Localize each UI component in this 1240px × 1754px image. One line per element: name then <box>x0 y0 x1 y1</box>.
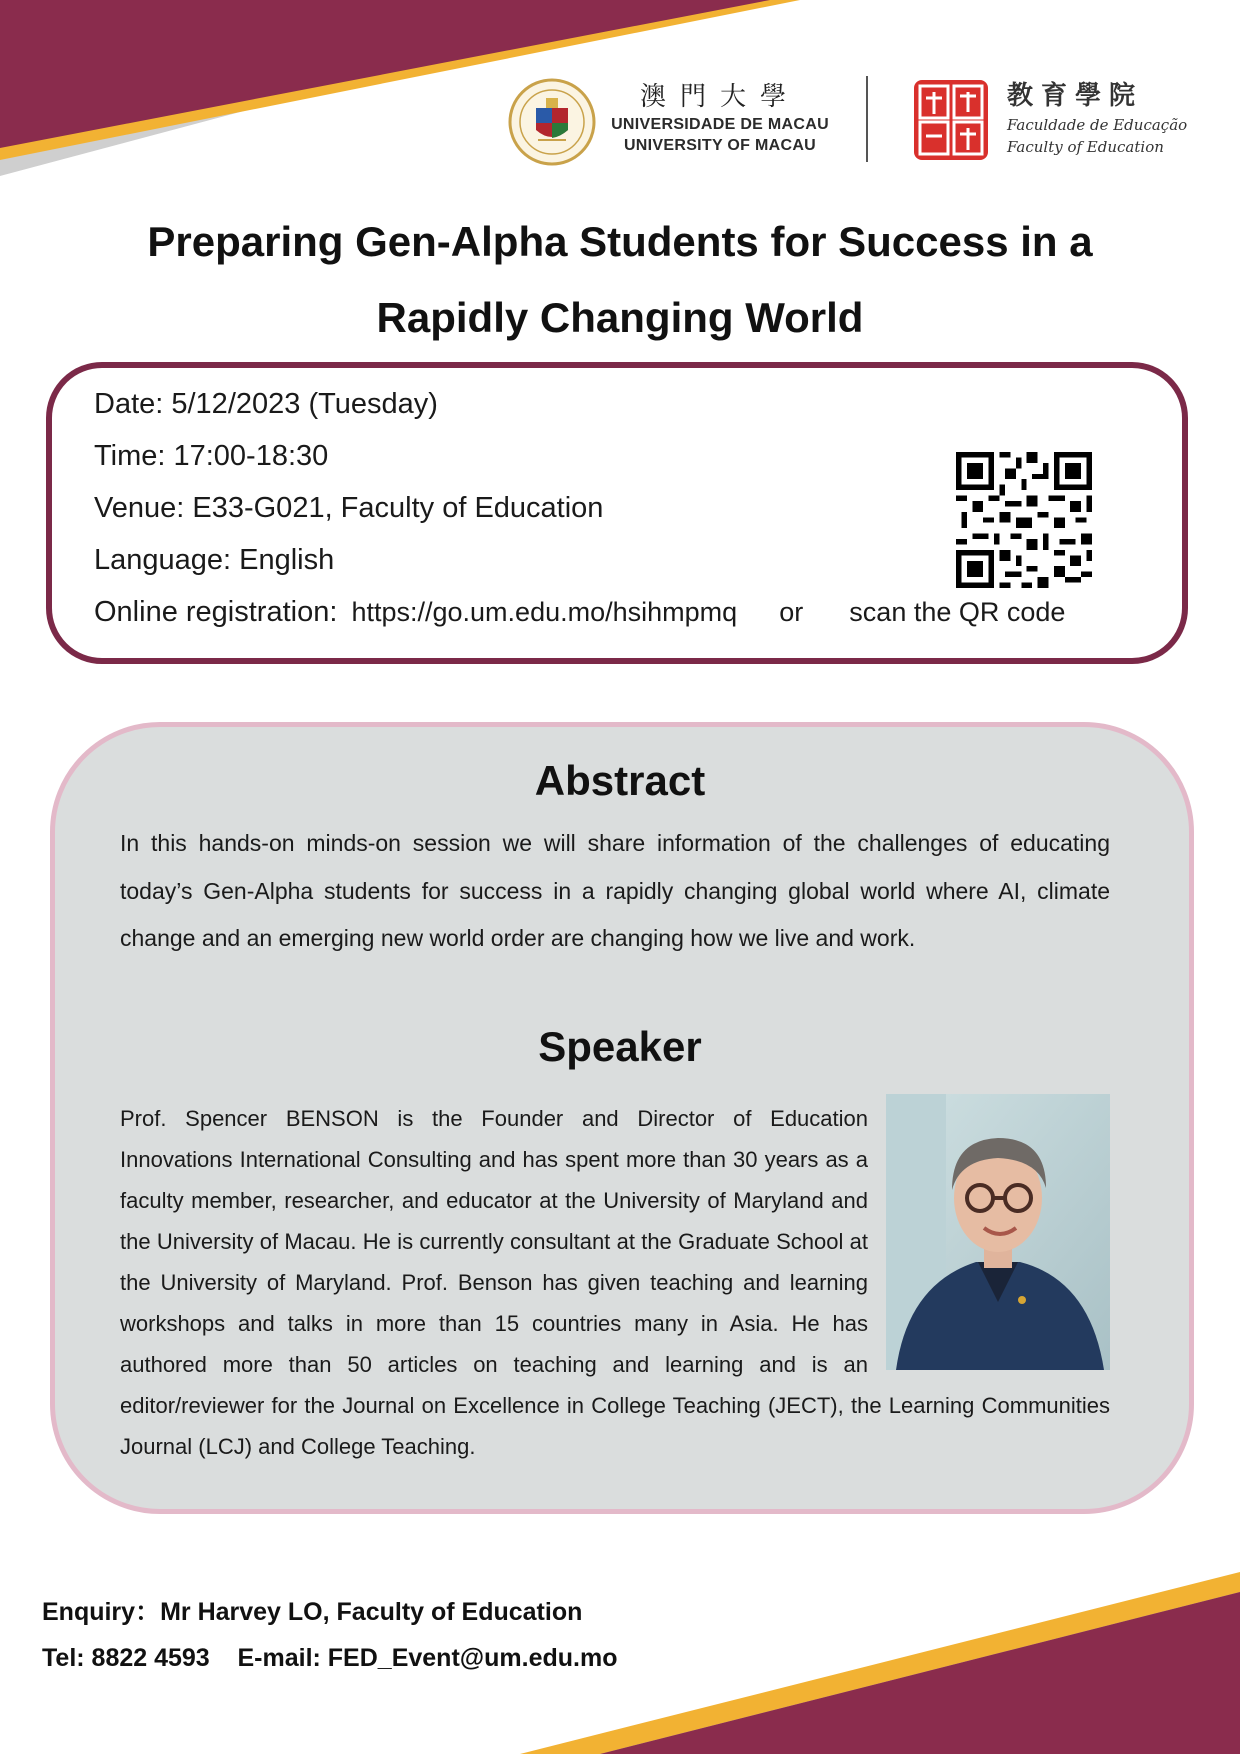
fed-name-zh: 教育學院 <box>1007 81 1144 111</box>
event-date: Date: 5/12/2023 (Tuesday) <box>94 388 438 420</box>
registration-link[interactable]: https://go.um.edu.mo/hsihmpmq <box>351 597 738 627</box>
speaker-heading: Speaker <box>538 1023 702 1070</box>
fed-name-pt: Faculdade de Educação <box>1007 116 1188 134</box>
faculty-of-education-seal-icon <box>912 78 990 162</box>
event-title-line-2: Rapidly Changing World <box>376 294 864 341</box>
speaker-bio: Prof. Spencer BENSON is the Founder and Director of Education Innovations International Consulting and has spent more than 30 years as a faculty member, researcher, and educator at the University of Maryland and the University of Macau. He is currently consultant at the Graduate School at the University of Maryland. Prof. Benson has given teaching and learning workshops and talks in more than 15 countries many in Asia. He has authored more than 50 articles on teaching and learning and is an editor/reviewer for the Journal on Excellence in College Teaching (JECT), the Learning Communities Journal (LCJ) and College Teaching. <box>120 1106 1110 1459</box>
abstract-text: In this hands-on minds-on session we will share information of the challenges of educating today’s Gen-Alpha students for success in a rapidly changing global world where AI, climate change and an emerging new world order are changing how we live and work. <box>120 830 1110 951</box>
speaker-bio-block <box>120 1098 1110 1467</box>
event-time: Time: 17:00-18:30 <box>94 440 329 472</box>
registration-or: or <box>779 597 804 627</box>
event-title <box>60 204 1180 356</box>
um-name-pt: UNIVERSIDADE DE MACAU <box>611 116 829 133</box>
um-name-en: UNIVERSITY OF MACAU <box>623 137 817 154</box>
registration-qr-text: scan the QR code <box>849 597 1066 627</box>
speaker-photo <box>886 1094 1110 1370</box>
enquiry-contact: Enquiry：Mr Harvey LO, Faculty of Education <box>42 1598 583 1626</box>
fed-name-en: Faculty of Education <box>1007 138 1164 156</box>
um-name-zh: 澳門大學 <box>639 82 800 112</box>
qr-code-icon[interactable] <box>956 452 1092 588</box>
event-title-line-1: Preparing Gen-Alpha Students for Success in a <box>147 218 1093 265</box>
registration-label: Online registration: <box>94 596 338 628</box>
university-of-macau-wordmark <box>604 80 836 156</box>
faculty-of-education-wordmark <box>1007 78 1197 158</box>
abstract-heading: Abstract <box>534 757 706 804</box>
university-of-macau-seal-icon <box>508 78 596 166</box>
logo-divider <box>866 76 868 162</box>
event-language: Language: English <box>94 544 335 576</box>
tel-email-contact: Tel: 8822 4593 E-mail: FED_Event@um.edu.mo <box>42 1644 618 1672</box>
event-venue: Venue: E33-G021, Faculty of Education <box>94 492 604 524</box>
event-registration <box>94 594 1065 630</box>
